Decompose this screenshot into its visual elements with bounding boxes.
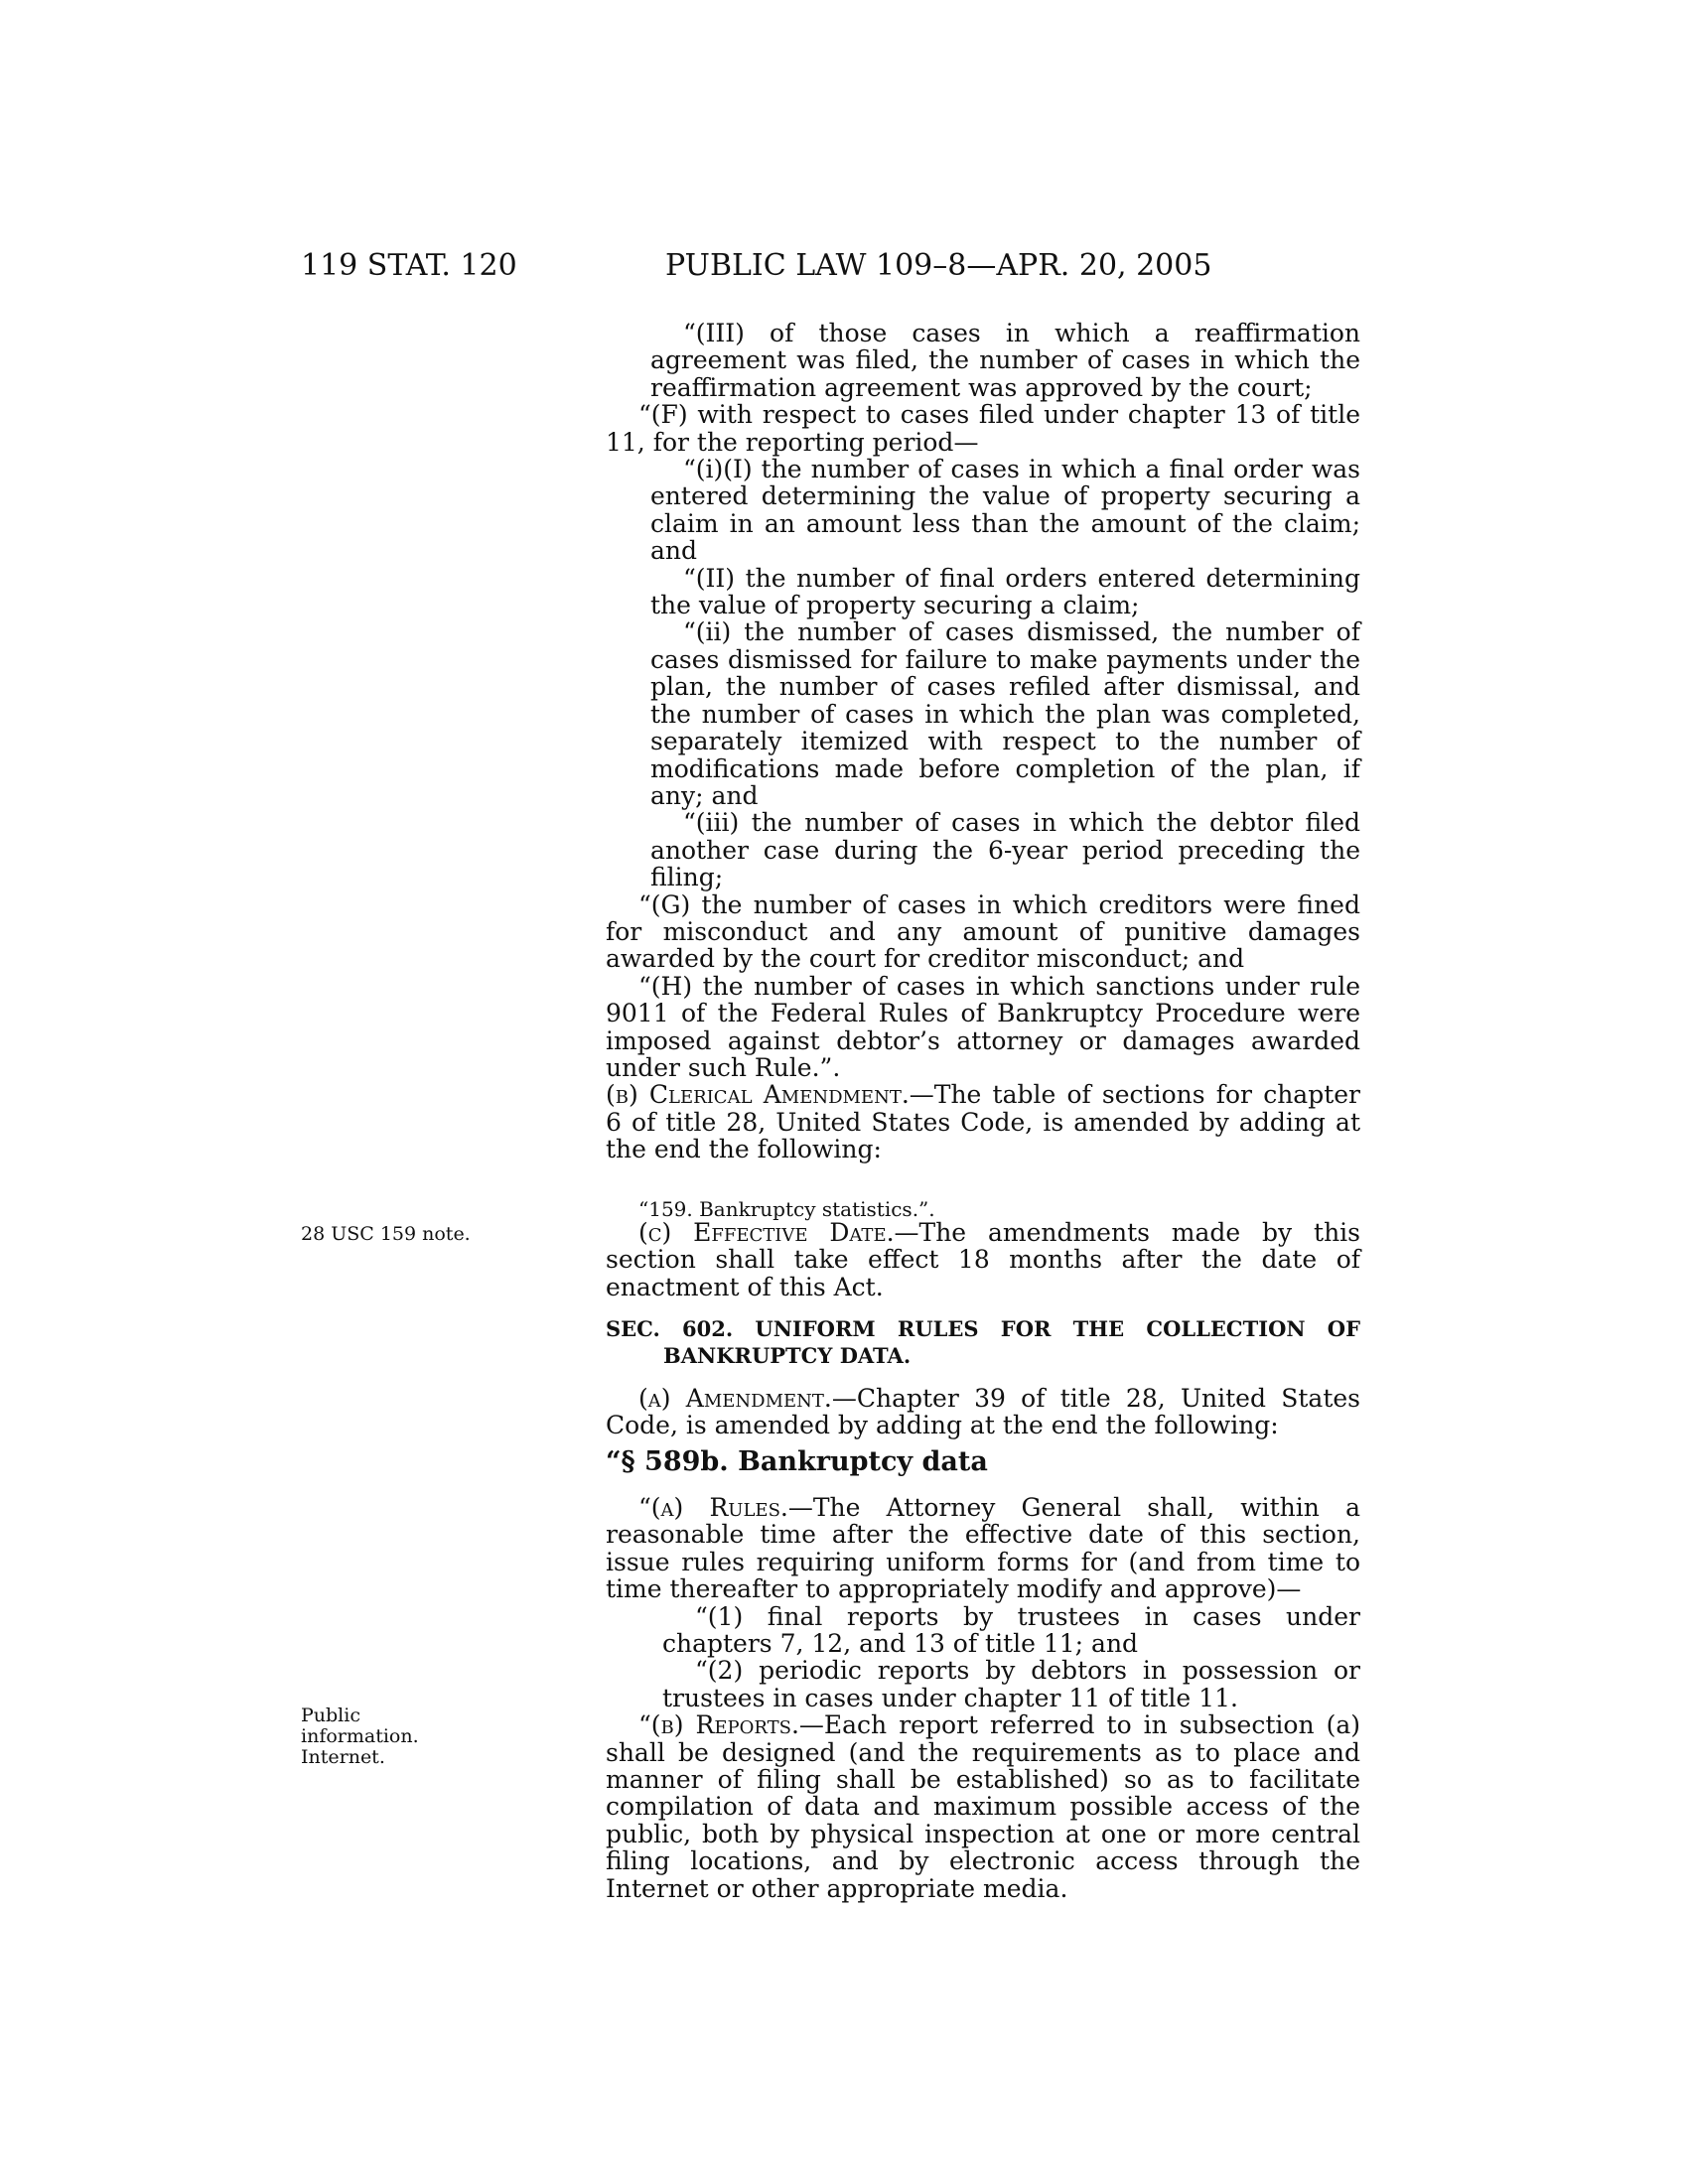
text-block-2 [606,1219,1360,1300]
margin-note-usc: 28 USC 159 note. [301,1223,471,1245]
clerical-amendment-text: —The table of sections for chapter 6 of title 28, United States Code, is amended by adding at the end the following: [606,1080,1360,1164]
text-block-4 [606,1494,1360,1902]
effective-date-label: (c) Effective Date. [638,1218,895,1247]
section-title-block [606,1448,1360,1475]
margin-note-line: Public [301,1705,360,1726]
text-block-1 [606,320,1360,1163]
reports-text: —Each report referred to in subsection (a) shall be designed (and the requirements as to place and manner of filing shall be established) so as to facilitate compilation of data and maximum possible access of the public, both by physical inspection at one or more central filing locations, and by electronic access through the Internet or other appropriate media. [606,1710,1360,1903]
margin-note-line: information. [301,1725,419,1747]
paragraph-a-amendment [606,1385,1360,1439]
paragraph-e-iii: “(III) of those cases in which a reaffirmation agreement was filed, the number of cases in which the reaffirmation agreement was approved by the court; [650,319,1360,402]
paragraph-f-i-I: “(i)(I) the number of cases in which a final order was entered determining the value of property securing a claim in an amount less than the amount of the claim; and [650,455,1360,566]
effective-date-text: —The amendments made by this section shall take effect 18 months after the date of enactment of this Act. [606,1218,1361,1301]
section-heading: SEC. 602. UNIFORM RULES FOR THE COLLECTION OF BANKRUPTCY DATA. [606,1316,1360,1368]
section-602-heading-block [606,1315,1360,1369]
amendment-label: (a) Amendment. [638,1384,832,1413]
amendment-text: —Chapter 39 of title 28, United States Code, is amended by adding at the end the following: [606,1384,1360,1440]
paragraph-f-i-II: “(II) the number of final orders entered determining the value of property securing a claim; [650,563,1360,620]
rules-text: —The Attorney General shall, within a reasonable time after the effective date of this section, issue rules requiring uniform forms for (and from time to time thereafter to appropriately modify and approve)— [606,1493,1360,1604]
paragraph-f-iii: “(iii) the number of cases in which the debtor filed another case during the 6-year period preceding the filing; [650,808,1360,892]
text-block-3 [606,1385,1360,1439]
paragraph-f-ii: “(ii) the number of cases dismissed, the number of cases dismissed for failure to make payments under the plan, the number of cases refiled after dismissal, and the number of cases in which the plan was completed, separately itemized with respect to the number of modifications made before completion of the plan, if any; and [650,617,1360,810]
paragraph-b-reports [606,1711,1360,1902]
reports-label: “(b) Reports. [638,1710,799,1740]
paragraph-g: “(G) the number of cases in which creditors were fined for misconduct and any amount of punitive damages awarded by the court for creditor misconduct; and [606,889,1360,974]
rules-label: “(a) Rules. [638,1493,788,1522]
paragraph-2: “(2) periodic reports by debtors in possession or trustees in cases under chapter 11 of title 11. [662,1656,1360,1712]
table-entry: “159. Bankruptcy statistics.”. [638,1197,935,1221]
paragraph-c-effective [606,1219,1360,1300]
margin-note-public-info [301,1706,419,1768]
clerical-amendment-label: (b) Clerical Amendment. [606,1080,910,1110]
paragraph-h: “(H) the number of cases in which sanctions under rule 9011 of the Federal Rules of Bankruptcy Procedure were imposed against debtor’s attorney or damages awarded under such Rule.”. [606,971,1360,1082]
paragraph-b-clerical [606,1081,1360,1162]
margin-note-line: Internet. [301,1746,385,1768]
stat-citation: 119 STAT. 120 [301,248,517,283]
paragraph-1: “(1) final reports by trustees in cases under chapters 7, 12, and 13 of title 11; and [662,1601,1360,1659]
public-law-header: PUBLIC LAW 109–8—APR. 20, 2005 [665,248,1212,283]
section-title: “§ 589b. Bankruptcy data [606,1446,988,1477]
paragraph-a-rules [606,1494,1360,1603]
paragraph-f: “(F) with respect to cases filed under chapter 13 of title 11, for the reporting period— [606,400,1360,457]
